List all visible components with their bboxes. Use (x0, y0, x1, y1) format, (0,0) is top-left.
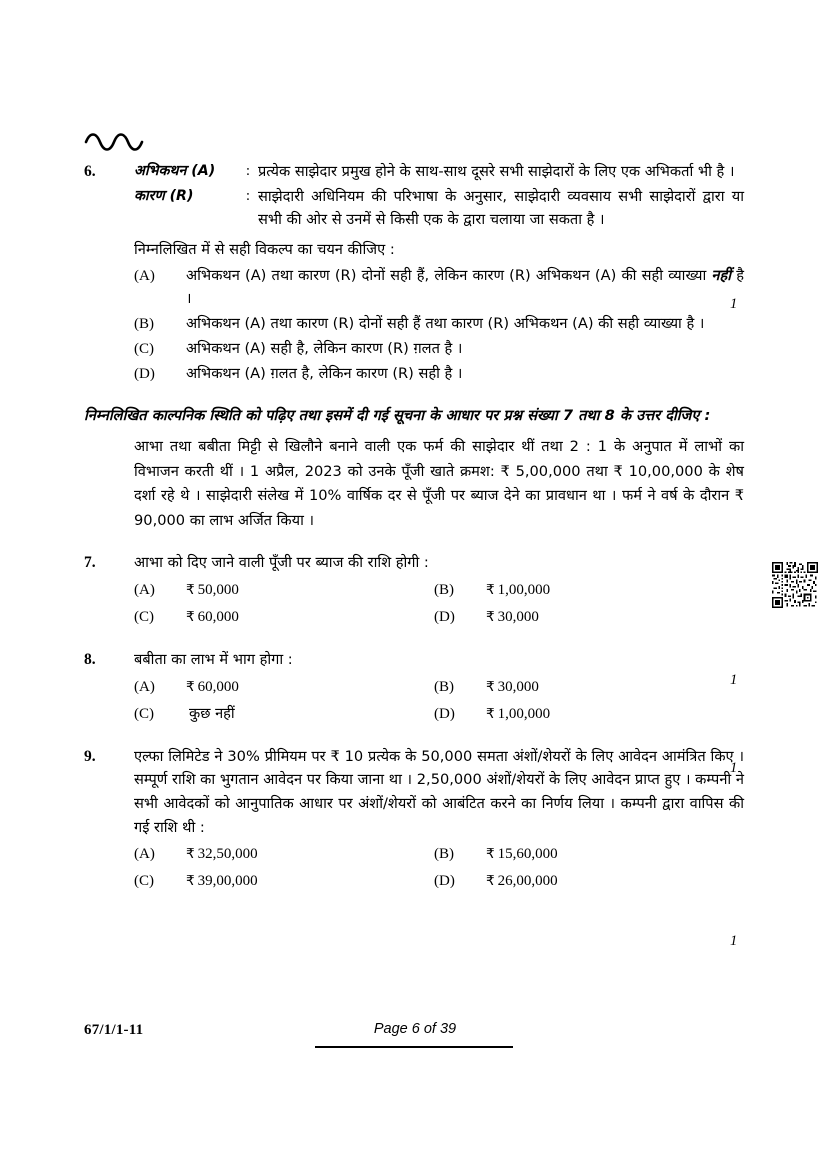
option-amount: 30,000 (497, 678, 539, 695)
rupee-icon: ₹ (486, 705, 495, 722)
option-d[interactable] (434, 869, 734, 893)
option-b[interactable] (434, 842, 734, 866)
option-value (486, 702, 550, 726)
question-9 (84, 745, 744, 897)
option-tag: (B) (434, 678, 454, 695)
assertion-text: प्रत्येक साझेदार प्रमुख होने के साथ-साथ दूसरे सभी साझेदारों के लिए एक अभिकर्ता भी है । (258, 163, 735, 180)
paper-code: 67/1/1-11 (84, 1022, 144, 1038)
rupee-icon: ₹ (186, 609, 195, 626)
rupee-icon: ₹ (486, 678, 495, 695)
option-value (186, 675, 239, 699)
marks-question-7: 1 (730, 672, 738, 688)
option-row[interactable] (134, 312, 744, 336)
option-row[interactable] (134, 337, 744, 361)
rupee-icon: ₹ (186, 873, 195, 890)
page-number: Page 6 of 39 (373, 1021, 457, 1037)
option-a[interactable] (134, 842, 434, 866)
question-6-lead: निम्नलिखित में से सही विकल्प का चयन कीजिए : (134, 240, 395, 258)
option-emphasis: नहीं (711, 266, 732, 284)
option-text: अभिकथन (A) सही है, लेकिन कारण (R) ग़लत है । (186, 340, 463, 358)
option-value (186, 578, 239, 602)
rupee-icon: ₹ (486, 582, 495, 599)
option-amount: 30,000 (497, 609, 539, 626)
option-value (486, 605, 539, 629)
option-amount: 60,000 (197, 609, 239, 626)
rupee-icon: ₹ (486, 609, 495, 626)
option-tag: (D) (434, 705, 455, 722)
question-7-number: 7. (84, 554, 96, 572)
rupee-icon: ₹ (186, 678, 195, 695)
option-a[interactable] (134, 675, 434, 699)
question-9-stem: एल्फा लिमिटेड ने 30% प्रीमियम पर ₹ 10 प्रत्येक के 50,000 समता अंशों/शेयरों के लिए आवेदन आमंत्रित किए । सम्पूर्ण राशि का भुगतान आवेदन पर किया जाना था । 2,50,000 अंशों/शेयरों के लिए आवेदन प्राप्त हुए । कम्पनी ने सभी आवेदकों को आनुपातिक आधार पर अंशों/शेयरों को आबंटित करने का निर्णय लिया । कम्पनी द्वारा वापिस की गई राशि थी : (134, 747, 744, 836)
rupee-icon: ₹ (186, 582, 195, 599)
rupee-icon: ₹ (486, 846, 495, 863)
option-amount: 1,00,000 (497, 705, 551, 722)
rupee-icon: ₹ (186, 846, 195, 863)
option-amount: 50,000 (197, 582, 239, 599)
option-d[interactable] (434, 702, 734, 726)
option-tag: (C) (134, 705, 154, 722)
option-amount: 32,50,000 (197, 846, 258, 863)
question-8-options (134, 675, 744, 726)
option-amount: कुछ नहीं (189, 704, 235, 722)
option-c[interactable] (134, 702, 434, 726)
question-7 (84, 551, 744, 632)
question-8 (84, 648, 744, 729)
question-7-options (134, 578, 744, 629)
qr-code (772, 562, 818, 608)
option-tag: (B) (134, 315, 154, 332)
reason-colon: : (246, 187, 250, 204)
option-value (486, 869, 558, 893)
rupee-icon: ₹ (486, 873, 495, 890)
question-8-number: 8. (84, 651, 96, 669)
option-tag: (C) (134, 873, 154, 890)
option-value (486, 842, 558, 866)
option-tag: (B) (434, 846, 454, 863)
option-b[interactable] (434, 578, 734, 602)
option-value (486, 675, 539, 699)
option-tag: (C) (134, 609, 154, 626)
option-value (186, 869, 258, 893)
option-value (186, 702, 235, 726)
option-tag: (A) (134, 846, 155, 863)
marks-question-8: 1 (730, 760, 738, 776)
option-text: अभिकथन (A) तथा कारण (R) दोनों सही हैं तथा कारण (R) अभिकथन (A) की सही व्याख्या है । (186, 314, 705, 332)
option-a[interactable] (134, 578, 434, 602)
question-7-stem: आभा को दिए जाने वाली पूँजी पर ब्याज की राशि होगी : (134, 554, 429, 572)
marks-question-6: 1 (730, 296, 738, 312)
question-6 (84, 160, 744, 388)
option-row[interactable] (134, 264, 744, 311)
option-text (186, 264, 744, 311)
assertion-colon: : (246, 163, 250, 179)
question-9-options (134, 842, 744, 893)
option-tag: (D) (434, 609, 455, 626)
option-text-before: अभिकथन (A) तथा कारण (R) दोनों सही हैं, लेकिन कारण (R) अभिकथन (A) की सही व्याख्या (186, 266, 712, 284)
option-text-after: है । (186, 266, 744, 308)
option-amount: 60,000 (197, 678, 239, 695)
option-tag: (A) (134, 582, 155, 599)
assertion-row (134, 160, 744, 184)
option-value (486, 578, 550, 602)
question-8-stem: बबीता का लाभ में भाग होगा : (134, 651, 293, 669)
option-tag: (D) (134, 366, 155, 383)
marks-question-9: 1 (730, 933, 738, 949)
option-amount: 1,00,000 (497, 582, 551, 599)
question-column (84, 160, 744, 900)
option-b[interactable] (434, 675, 734, 699)
question-6-number: 6. (84, 163, 96, 180)
option-row[interactable] (134, 362, 744, 386)
reason-text: साझेदारी अधिनियम की परिभाषा के अनुसार, साझेदारी व्यवसाय सभी साझेदारों द्वारा या सभी की ओर से उनमें से किसी एक के द्वारा चलाया जा सकता है । (258, 187, 744, 229)
footer-divider (315, 1046, 513, 1048)
option-tag: (B) (434, 582, 454, 599)
option-tag: (D) (434, 873, 455, 890)
option-c[interactable] (134, 869, 434, 893)
option-tag: (A) (134, 267, 155, 284)
question-9-number: 9. (84, 747, 96, 765)
option-text: अभिकथन (A) ग़लत है, लेकिन कारण (R) सही है । (186, 365, 463, 383)
option-amount: 39,00,000 (197, 873, 258, 890)
question-6-options (134, 264, 744, 387)
reason-label: कारण (R) (134, 187, 194, 204)
case-paragraph: आभा तथा बबीता मिट्टी से खिलौने बनाने वाली एक फर्म की साझेदार थीं तथा 2 : 1 के अनुपात में लाभों का विभाजन करती थीं । 1 अप्रैल, 2023 को उनके पूँजी खाते क्रमश: ₹ 5,00,000 तथा ₹ 10,00,000 के शेष दर्शा रहे थे । साझेदारी संलेख में 10% वार्षिक दर से पूँजी पर ब्याज देने का प्रावधान था । फर्म ने वर्ष के दौरान ₹ 90,000 का लाभ अर्जित किया । (134, 438, 744, 529)
reason-row (134, 185, 744, 232)
assertion-label: अभिकथन (A) (134, 163, 216, 179)
option-value (186, 842, 258, 866)
option-tag: (A) (134, 678, 155, 695)
direction-note: निम्नलिखित काल्पनिक स्थिति को पढ़िए तथा इसमें दी गई सूचना के आधार पर प्रश्न संख्या 7 तथा 8 के उत्तर दीजिए : (84, 406, 711, 424)
option-amount: 15,60,000 (497, 846, 558, 863)
option-d[interactable] (434, 605, 734, 629)
option-tag: (C) (134, 341, 154, 358)
wavy-separator-icon (84, 130, 154, 152)
option-c[interactable] (134, 605, 434, 629)
option-amount: 26,00,000 (497, 873, 558, 890)
option-value (186, 605, 239, 629)
